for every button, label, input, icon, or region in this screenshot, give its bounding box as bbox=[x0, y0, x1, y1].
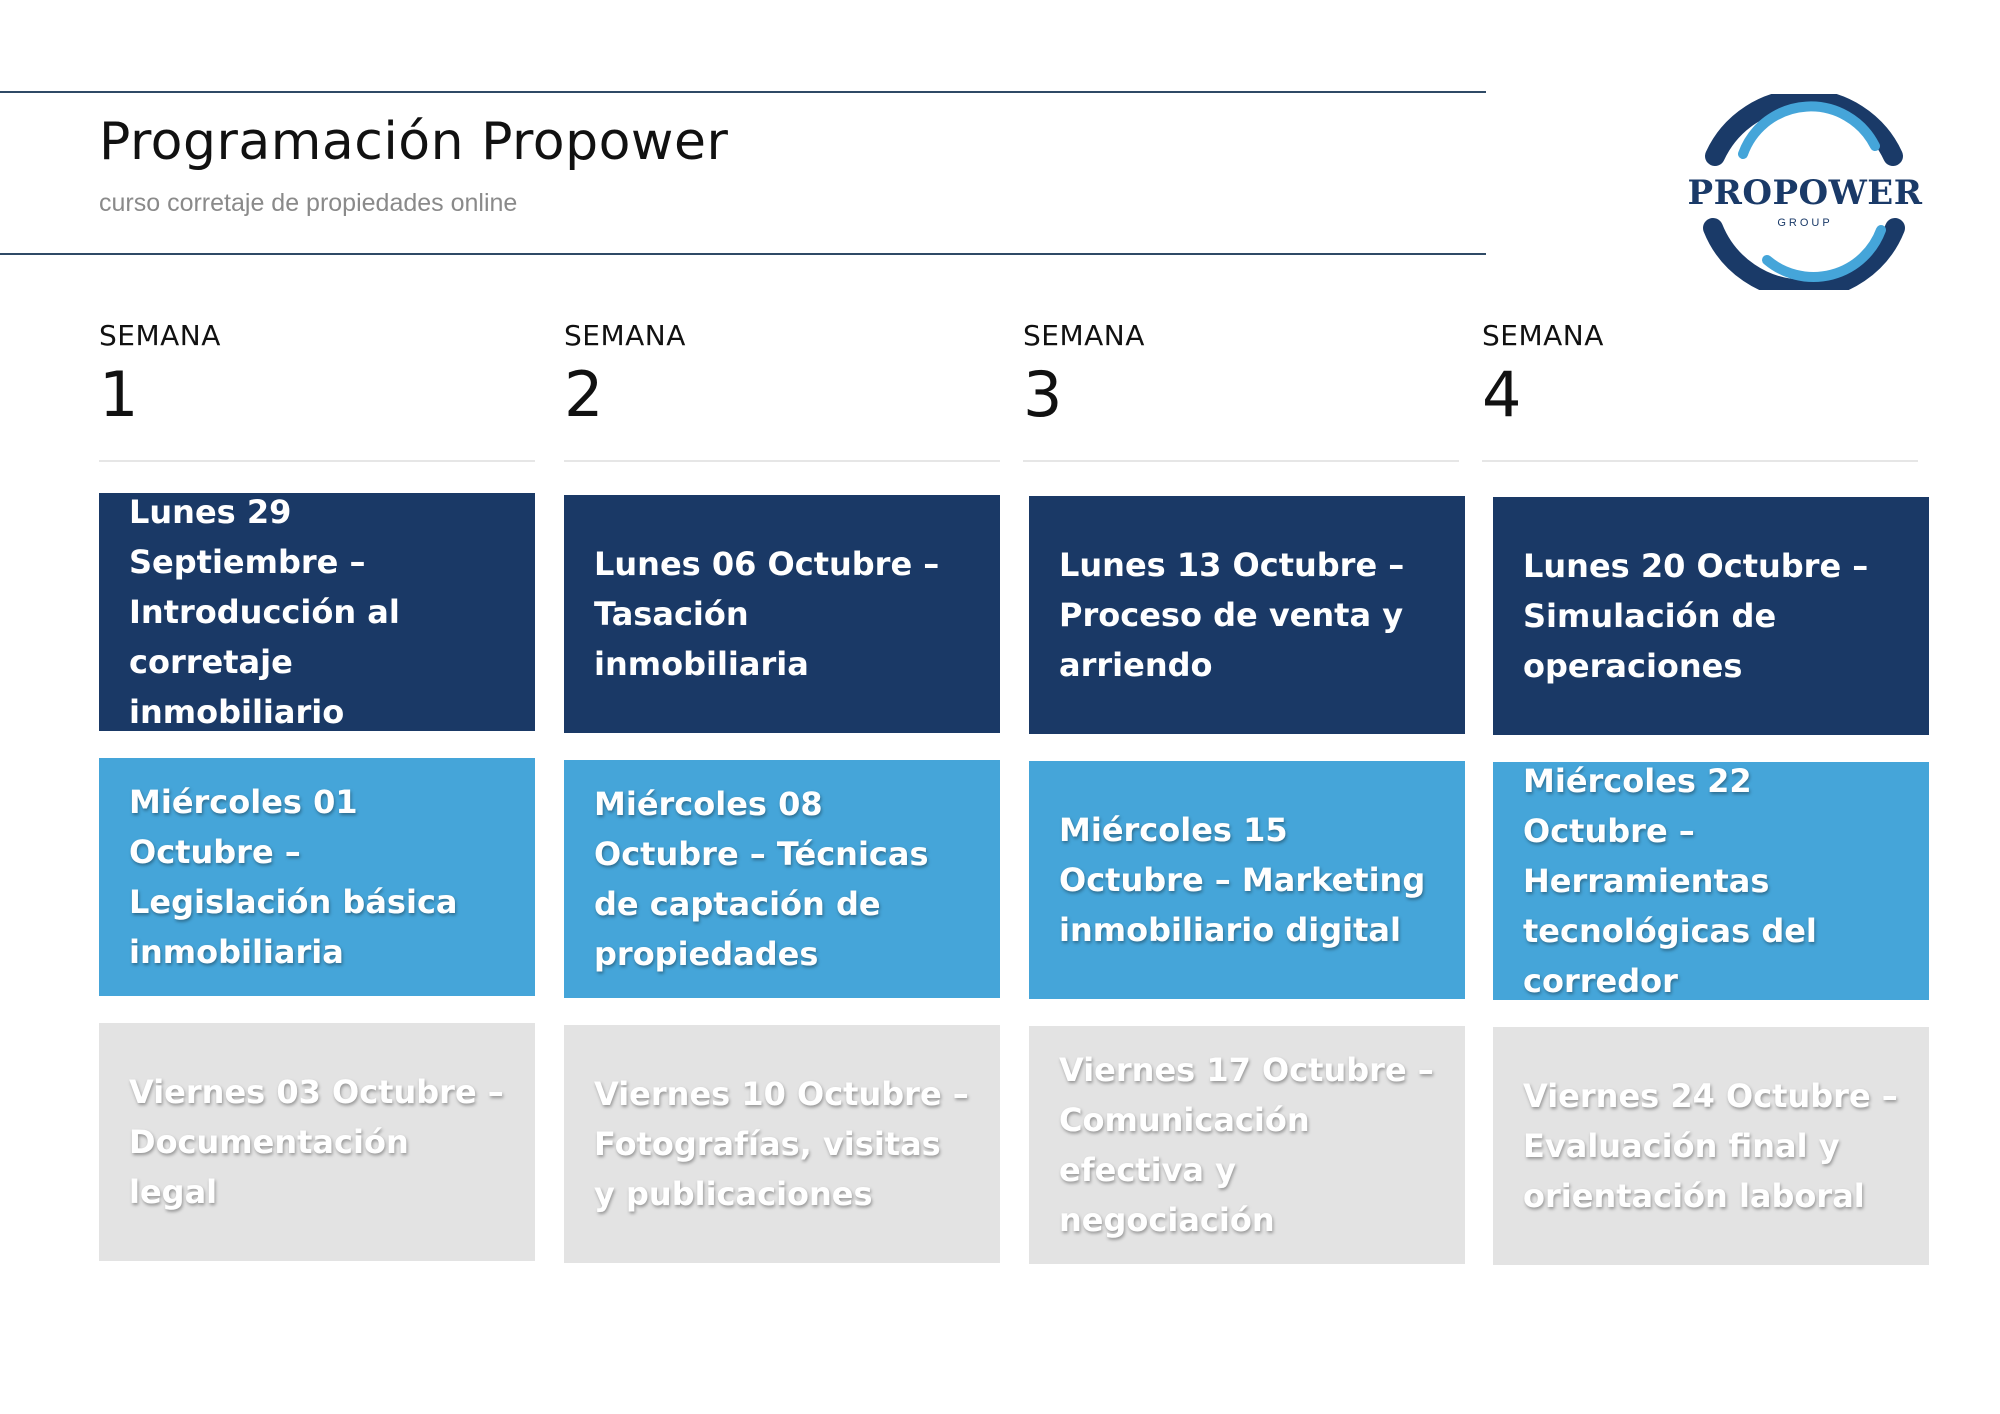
week-2-header bbox=[564, 318, 1000, 430]
session-text: Miércoles 01 Octubre – Legislación básica inmobiliaria bbox=[129, 783, 458, 971]
session-text: Miércoles 08 Octubre – Técnicas de captación de propiedades bbox=[594, 785, 929, 973]
session-text: Miércoles 15 Octubre – Marketing inmobiliario digital bbox=[1059, 811, 1426, 949]
week-3-wednesday-card bbox=[1029, 761, 1465, 999]
propower-logo bbox=[1685, 94, 1925, 290]
session-text: Lunes 20 Octubre – Simulación de operaciones bbox=[1523, 547, 1869, 685]
week-1-header bbox=[99, 318, 535, 430]
logo-wordmark: PROPOWER bbox=[1687, 173, 1923, 213]
week-1-friday-card bbox=[99, 1023, 535, 1261]
week-divider bbox=[1023, 460, 1459, 462]
week-number: 1 bbox=[99, 358, 139, 431]
header-top-rule bbox=[0, 91, 1486, 93]
session-text: Miércoles 22 Octubre – Herramientas tecnológicas del corredor bbox=[1523, 762, 1817, 1000]
week-2-wednesday-card bbox=[564, 760, 1000, 998]
week-4-wednesday-card bbox=[1493, 762, 1929, 1000]
week-3-friday-card bbox=[1029, 1026, 1465, 1264]
week-divider bbox=[564, 460, 1000, 462]
week-label: SEMANA bbox=[1023, 319, 1145, 352]
week-4-header bbox=[1482, 318, 1918, 430]
session-text: Lunes 29 Septiembre – Introducción al corretaje inmobiliario bbox=[129, 493, 400, 731]
week-label: SEMANA bbox=[1482, 319, 1604, 352]
week-4-monday-card bbox=[1493, 497, 1929, 735]
week-3-monday-card bbox=[1029, 496, 1465, 734]
week-label: SEMANA bbox=[564, 319, 686, 352]
week-divider bbox=[99, 460, 535, 462]
header-bottom-rule bbox=[0, 253, 1486, 255]
week-1-monday-card bbox=[99, 493, 535, 731]
week-2-friday-card bbox=[564, 1025, 1000, 1263]
session-text: Viernes 10 Octubre – Fotografías, visitas y publicaciones bbox=[594, 1075, 969, 1213]
week-3-header bbox=[1023, 318, 1459, 430]
session-text: Viernes 17 Octubre – Comunicación efectiva y negociación bbox=[1059, 1051, 1434, 1239]
week-number: 3 bbox=[1023, 358, 1063, 431]
page-subtitle: curso corretaje de propiedades online bbox=[99, 189, 518, 217]
session-text: Lunes 06 Octubre – Tasación inmobiliaria bbox=[594, 545, 940, 683]
week-1-wednesday-card bbox=[99, 758, 535, 996]
logo-subtext: GROUP bbox=[1777, 217, 1833, 229]
week-label: SEMANA bbox=[99, 319, 221, 352]
session-text: Viernes 03 Octubre – Documentación legal bbox=[129, 1073, 504, 1211]
week-divider bbox=[1482, 460, 1918, 462]
week-4-friday-card bbox=[1493, 1027, 1929, 1265]
week-number: 2 bbox=[564, 358, 604, 431]
session-text: Lunes 13 Octubre – Proceso de venta y arriendo bbox=[1059, 546, 1405, 684]
session-text: Viernes 24 Octubre – Evaluación final y orientación laboral bbox=[1523, 1077, 1898, 1215]
week-number: 4 bbox=[1482, 358, 1522, 431]
page-title: Programación Propower bbox=[99, 112, 729, 172]
week-2-monday-card bbox=[564, 495, 1000, 733]
